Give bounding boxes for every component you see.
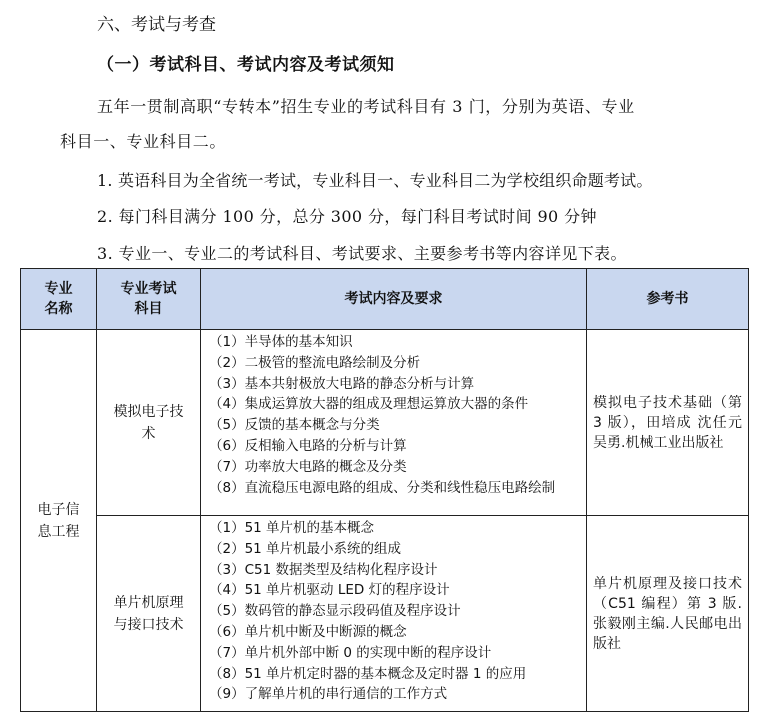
header-subject (97, 269, 201, 330)
reference-book-cell: 单片机原理及接口技术（C51 编程）第 3 版.张毅刚主编.人民邮电出版社 (587, 516, 749, 712)
notice-item-2: 2. 每门科目满分 100 分，总分 300 分，每门科目考试时间 90 分钟 (97, 207, 597, 226)
subject-line-1: 单片机原理 (113, 594, 184, 611)
sub-heading: （一）考试科目、考试内容及考试须知 (97, 55, 395, 75)
header-major-line-2: 名称 (44, 301, 73, 317)
content-item: （4）51 单片机驱动 LED 灯的程序设计 (209, 582, 450, 599)
content-item: （5）数码管的静态显示段码值及程序设计 (209, 603, 461, 620)
content-item: （1）51 单片机的基本概念 (209, 520, 375, 536)
table-header-row (21, 269, 749, 330)
reference-book-cell: 模拟电子技术基础（第 3 版），田培成 沈任元 吴勇.机械工业出版社 (587, 330, 749, 516)
content-item: （5）反馈的基本概念与分类 (209, 417, 380, 434)
content-item: （3）基本共射极放大电路的静态分析与计算 (209, 375, 475, 392)
content-item: （8）直流稳压电源电路的组成、分类和线性稳压电路绘制 (209, 479, 556, 496)
subject-line-1: 模拟电子技 (113, 403, 184, 420)
subject-line-2: 术 (141, 425, 156, 442)
content-item: （6）反相输入电路的分析与计算 (209, 437, 407, 454)
content-item: （9）了解单片机的串行通信的工作方式 (209, 686, 448, 703)
header-content: 考试内容及要求 (201, 269, 587, 330)
subject-cell (97, 516, 201, 712)
notice-item-1: 1. 英语科目为全省统一考试，专业科目一、专业科目二为学校组织命题考试。 (97, 171, 653, 190)
intro-paragraph-line-1: 五年一贯制高职“专转本”招生专业的考试科目有 3 门，分别为英语、专业 (97, 97, 635, 116)
major-name-cell (21, 330, 97, 712)
table-row (21, 516, 749, 712)
table-row (21, 330, 749, 516)
content-item: （1）半导体的基本知识 (209, 334, 353, 350)
notice-item-3: 3. 专业一、专业二的考试科目、考试要求、主要参考书等内容详见下表。 (97, 244, 627, 263)
header-major-line-1: 专业 (44, 281, 73, 297)
subject-cell (97, 330, 201, 516)
header-major (21, 269, 97, 330)
content-item: （4）集成运算放大器的组成及理想运算放大器的条件 (209, 396, 529, 413)
content-item: （3）C51 数据类型及结构化程序设计 (209, 561, 438, 578)
exam-subjects-table (20, 268, 749, 712)
major-name-line-1: 电子信 (37, 501, 80, 518)
intro-paragraph-line-2: 科目一、专业科目二。 (60, 132, 227, 151)
content-item: （7）功率放大电路的概念及分类 (209, 458, 407, 475)
content-item: （2）二极管的整流电路绘制及分析 (209, 354, 421, 371)
content-item: （7）单片机外部中断 0 的实现中断的程序设计 (209, 644, 492, 661)
content-item: （2）51 单片机最小系统的组成 (209, 540, 402, 557)
content-item: （8）51 单片机定时器的基本概念及定时器 1 的应用 (209, 665, 527, 682)
major-name-line-2: 息工程 (37, 523, 80, 540)
subject-line-2: 与接口技术 (113, 616, 184, 633)
header-subject-line-2: 科目 (134, 301, 163, 317)
header-book: 参考书 (587, 269, 749, 330)
section-heading: 六、考试与考查 (97, 15, 216, 35)
header-subject-line-1: 专业考试 (120, 281, 177, 297)
content-item: （6）单片机中断及中断源的概念 (209, 623, 407, 640)
content-cell (201, 330, 587, 516)
content-cell (201, 516, 587, 712)
